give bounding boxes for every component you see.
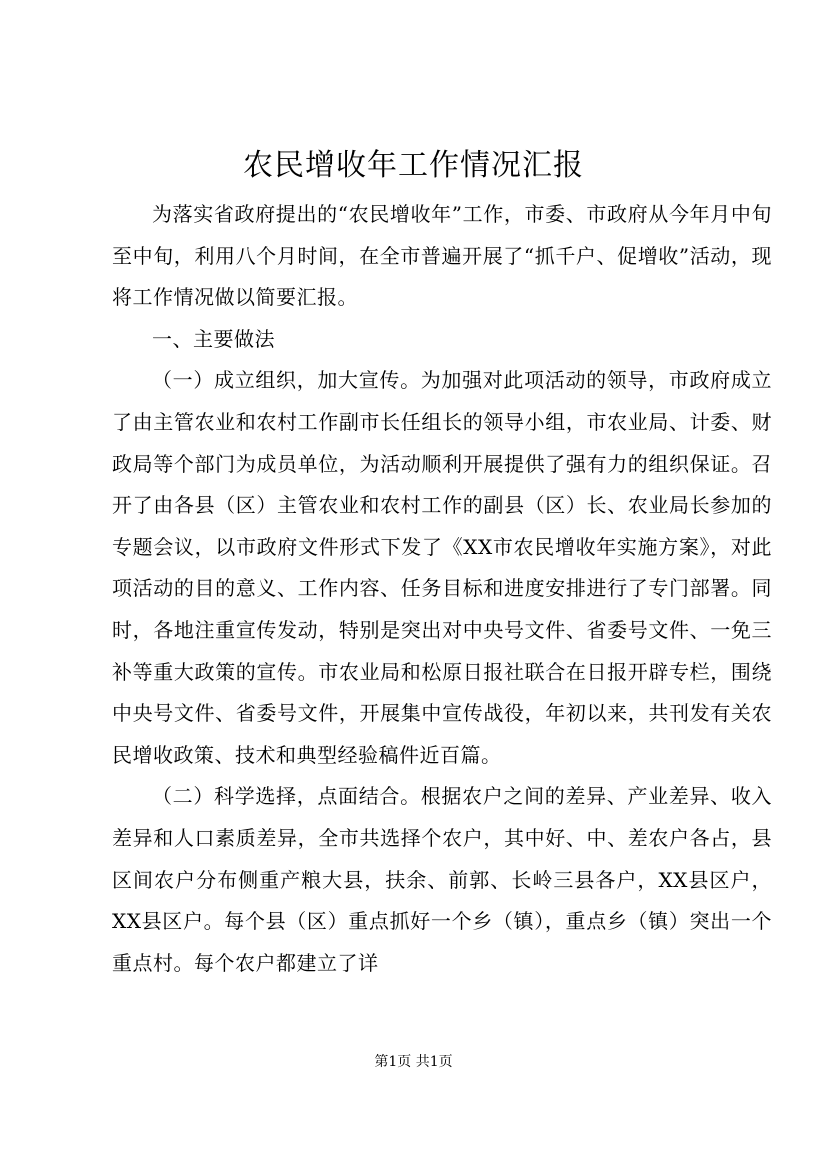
document-body: [112, 194, 772, 984]
paragraph-scientific-selection: （二）科学选择，点面结合。根据农户之间的差异、产业差异、收入差异和人口素质差异，全市共选择个农户，其中好、中、差农户各占，县区间农户分布侧重产粮大县，扶余、前郭、长岭三县各户，XX县区户，XX县区户。每个县（区）重点抓好一个乡（镇），重点乡（镇）突出一个重点村。每个农户都建立了详: [112, 784, 772, 975]
section-heading-main-methods: 一、主要做法: [152, 326, 275, 351]
document-title: 农民增收年工作情况汇报: [243, 148, 584, 183]
page-number-footer: 第1页 共1页: [374, 1054, 453, 1070]
paragraph-intro: 为落实省政府提出的“农民增收年”工作，市委、市政府从今年月中旬至中旬，利用八个月时间，在全市普遍开展了“抓千户、促增收”活动，现将工作情况做以简要汇报。: [112, 202, 772, 310]
paragraph-organization-publicity: （一）成立组织，加大宣传。为加强对此项活动的领导，市政府成立了由主管农业和农村工作副市长任组长的领导小组，市农业局、计委、财政局等个部门为成员单位，为活动顺利开展提供了强有力的组织保证。召开了由各县（区）主管农业和农村工作的副县（区）长、农业局长参加的专题会议，以市政府文件形式下发了《XX市农民增收年实施方案》，对此项活动的目的意义、工作内容、任务目标和进度安排进行了专门部署。同时，各地注重宣传发动，特别是突出对中央号文件、省委号文件、一免三补等重大政策的宣传。市农业局和松原日报社联合在日报开辟专栏，围绕中央号文件、省委号文件，开展集中宣传战役，年初以来，共刊发有关农民增收政策、技术和典型经验稿件近百篇。: [112, 368, 772, 767]
